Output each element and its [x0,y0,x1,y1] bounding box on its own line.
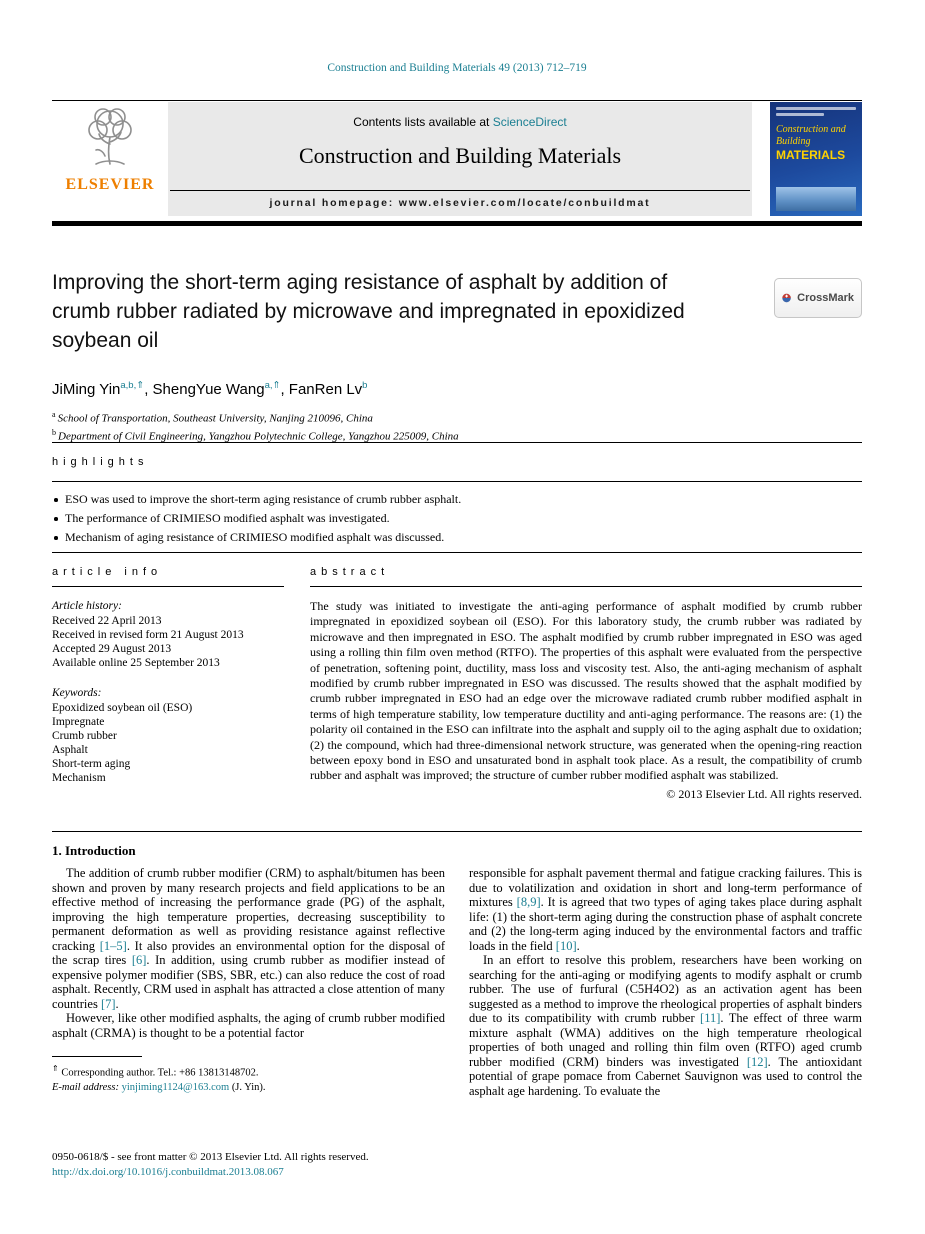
elsevier-tree-icon [74,106,146,174]
keyword: Asphalt [52,744,88,756]
body-paragraph: In an effort to resolve this problem, researchers have been working on searching for the anti-aging or modifying agents to modify asphalt or crumb rubber. The use of furfural (C5H4O2) as an activation agent has been suggested as a method to improve the rheological properties of asphalt binders due to its compatibility with crumb rubber [11]. The effect of three warm mixture asphalt (WMA) additives on the high temperature rheological properties of both unaged and rolling thin film oven (RTFO) aged crumb rubber modified (CRM) binders was investigated [12]. The antioxidant potential of grape pomace from Cabernet Sauvignon was used to control the asphalt age hardening. To evaluate the [469,953,862,1098]
highlight-item: Mechanism of aging resistance of CRIMIESO modified asphalt was discussed. [52,528,862,547]
footnote-divider [52,1056,142,1057]
abstract-text: The study was initiated to investigate the anti-aging performance of asphalt modified by crumb rubber impregnated in epoxidized soybean oil (ESO). For this laboratory study, the crumb rubber was radiated by microwave and then impregnated in ESO. The asphalt modified by crumb rubber impregnated in ESO was aged using a rolling thin film oven method (RTFO). The properties of this asphalt were evaluated from the perspective of penetration, softening point, ductility, mass loss and viscosity test. Also, the anti-aging mechanism of asphalt modified by crumb rubber impregnated in ESO was discussed. The results showed that the asphalt modified by crumb rubber impregnated in ESO had an edge over the microwave radiated crumb rubber modified asphalt in terms of high temperature stability, low temperature ductility and anti-aging performance. The reasons are: (1) the polarity oil contained in the ESO can infiltrate into the asphalt and supply oil to the aging asphalt due to oxidation; (2) the compound, which had three-dimensional network structure, was generated when the opening-ring reaction between epoxy bond in ESO and unsaturated bond in asphalt took place. As a result, the compatibility of crumb rubber and asphalt was improved; the structure of cumber rubber modified asphalt was stabilized. [310,599,862,783]
email-label: E-mail address: [52,1081,119,1093]
footnote-email-line [52,1081,445,1095]
footnote-line: ⇑ Corresponding author. Tel.: +86 13813148702. [52,1064,259,1079]
email-link[interactable]: yinjiming1124@163.com (J. Yin). [121,1081,266,1093]
corresponding-author-mark: ⇑ [52,1064,59,1073]
bullet-icon [54,536,58,540]
citation-link[interactable]: [8,9] [516,895,541,909]
divider [310,586,862,587]
author-affiliation-marks[interactable]: a,⇑ [264,380,281,391]
article-title: Improving the short-term aging resistance of asphalt by addition of crumb rubber radiated by microwave and impregnated in epoxidized soybean oil [52,271,685,352]
highlights-heading: highlights [52,456,149,468]
body-columns [52,866,862,1098]
citation-link[interactable]: yinjiming1124@163.com [121,1081,230,1093]
divider [52,442,862,443]
journal-header [52,102,862,216]
crossmark-icon [782,286,791,310]
cover-title-big: MATERIALS [776,148,846,162]
body-column-left [52,866,445,1098]
keyword: Impregnate [52,716,105,728]
affiliation: $^b$ Department of Civil Engineering, Yangzhou Polytechnic College, Yangzhou 225009, China [52,427,459,443]
author-affiliation-marks[interactable]: a,b,⇑ [120,380,145,391]
history-line: Available online 25 September 2013 [52,657,220,669]
journal-homepage-link[interactable]: journal homepage: www.elsevier.com/locate/conbuildmat [170,190,750,216]
article-info-heading: article info [52,566,163,578]
journal-cover-thumbnail[interactable] [770,102,862,216]
contents-prefix: Contents lists available at [353,115,493,129]
cover-title-small: Construction and Building [776,124,846,147]
highlights-list [52,490,862,547]
journal-name: Construction and Building Materials [298,143,622,168]
bullet-icon [54,517,58,521]
authors-line [52,380,812,398]
history-line: Received in revised form 21 August 2013 [52,629,244,641]
corresponding-author-footnote [52,1056,445,1095]
author: ShengYue Wang$^{a,⇑}$, [152,380,289,398]
info-abstract-section [52,566,862,802]
keywords-label: Keywords: [52,687,102,699]
page-footer [52,1150,862,1180]
divider [52,481,862,482]
affiliations [52,408,812,443]
divider [52,831,862,832]
elsevier-logo[interactable] [52,102,168,216]
citation-link[interactable]: [6] [131,953,147,967]
keyword: Crumb rubber [52,730,117,742]
abstract-heading: abstract [310,566,390,578]
author: FanRen Lv$^b$ [288,380,368,398]
body-paragraph: responsible for asphalt pavement thermal and fatigue cracking failures. This is due to volatilization and oxidation in short and long-term performance of mixtures [8,9]. It is agreed that two types of aging takes place during asphalt life: (1) the short-term aging during the construction phase of asphalt concrete and (2) the long-term aging induced by the environmental factors and traffic loads in the field [10]. [469,866,863,953]
citation-link[interactable]: [10] [555,938,577,953]
cover-decorative-bar [776,107,856,110]
divider [52,552,862,553]
keyword: Epoxidized soybean oil (ESO) [52,702,193,714]
body-paragraph: However, like other modified asphalts, the aging of crumb rubber modified asphalt (CRMA) is thought to be a potential factor [52,1011,445,1040]
elsevier-wordmark: ELSEVIER [65,176,155,193]
copyright-line: © 2013 Elsevier Ltd. All rights reserved. [666,786,862,801]
article-info-column [52,566,284,802]
doi-link[interactable]: http://dx.doi.org/10.1016/j.conbuildmat.2013.08.067 [52,1166,284,1178]
sciencedirect-link[interactable]: ScienceDirect [492,115,567,129]
affiliation: $^a$ School of Transportation, Southeast University, Nanjing 210096, China [52,410,373,425]
crossmark-label: CrossMark [797,292,854,304]
divider [52,586,284,587]
history-label: Article history: [52,600,122,612]
body-paragraph: The addition of crumb rubber modifier (CRM) to asphalt/bitumen has been shown and proven by many research projects and field applications to be an effective method of increasing the performance grade (PG) of the asphalt, improving the high temperature properties, decreasing susceptibility to permanent deformation as well as providing resistance against reflective cracking [1–5]. It also provides an environmental option for the disposal of the scrap tires [6]. In addition, using crumb rubber as modifier instead of expensive polymer modifier (SBS, SBR, etc.) can also reduce the cost of road asphalt. Recently, CRM used in asphalt has attracted a close attention of many countries [7]. [52,866,446,1011]
divider [52,100,862,101]
header-thick-rule [52,221,862,226]
history-line: Received 22 April 2013 [52,615,162,627]
contents-line [168,115,752,129]
section-heading-introduction: 1. Introduction [52,843,136,858]
highlight-item: ESO was used to improve the short-term aging resistance of crumb rubber asphalt. [52,490,862,509]
author-affiliation-marks[interactable]: b [362,380,368,391]
keyword: Short-term aging [52,758,131,770]
body-column-right [469,866,862,1098]
author: JiMing Yin$^{a,b,⇑}$, [52,380,153,398]
citation-link[interactable]: [1–5] [99,938,127,953]
cover-photo [776,187,856,211]
issn-copyright-line: 0950-0618/$ - see front matter © 2013 Elsevier Ltd. All rights reserved. [52,1151,369,1163]
history-line: Accepted 29 August 2013 [52,643,172,655]
citation-link[interactable]: [7] [100,996,116,1011]
highlight-item: The performance of CRIMIESO modified asphalt was investigated. [52,509,862,528]
journal-citation-link[interactable]: Construction and Building Materials 49 (2013) 712–719 [327,62,587,74]
journal-banner [168,102,752,216]
citation-link[interactable]: [12] [746,1054,768,1069]
crossmark-badge[interactable] [774,278,862,318]
citation-link[interactable]: [11] [700,1011,721,1025]
bullet-icon [54,498,58,502]
cover-decorative-bar [776,113,824,116]
keyword: Mechanism [52,772,106,784]
title-block [52,268,862,355]
abstract-column [310,566,862,802]
